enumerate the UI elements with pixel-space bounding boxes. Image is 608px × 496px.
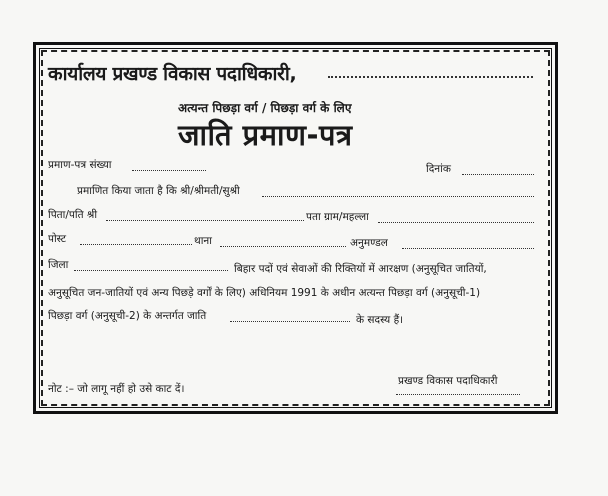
certificate-title: जाति प्रमाण-पत्र [178,118,353,152]
body-line-3-start: पिछड़ा वर्ग (अनुसूची-2) के अन्तर्गत जाति [48,310,207,322]
date-blank [462,174,534,175]
father-husband-blank [106,220,304,221]
father-husband-label: पिता/पति श्री [48,209,98,221]
police-station-blank [220,246,346,247]
office-heading: कार्यालय प्रखण्ड विकास पदाधिकारी, [48,63,297,85]
certify-text: प्रमाणित किया जाता है कि श्री/श्रीमती/सुश्री [77,185,240,197]
signature-blank [396,394,520,395]
body-line-3-end: के सदस्य हैं। [356,314,404,326]
name-blank [262,196,534,197]
district-label: जिला [48,259,69,271]
signature-title: प्रखण्ड विकास पदाधिकारी [398,375,498,387]
note-text: नोट :– जो लागू नहीं हो उसे काट दें। [48,383,185,395]
address-label: पता ग्राम/महल्ला [306,211,369,223]
subtitle: अत्यन्त पिछड़ा वर्ग / पिछड़ा वर्ग के लिए [178,101,352,115]
subdivision-blank [402,248,534,249]
post-label: पोस्ट [48,233,67,245]
address-blank [378,222,534,223]
police-station-label: थाना [194,235,212,247]
subdivision-label: अनुमण्डल [350,237,388,249]
office-blank [328,70,533,78]
certificate-number-label: प्रमाण-पत्र संख्या [48,159,112,171]
body-line-2: अनुसूचित जन-जातियों एवं अन्य पिछड़े वर्गों के लिए) अधिनियम 1991 के अधीन अत्यन्त पिछड़ा वर्ग (अनुसूची-1) [48,287,481,299]
date-label: दिनांक [426,163,451,175]
post-blank [80,244,192,245]
caste-blank [230,321,350,322]
body-line-1: बिहार पदों एवं सेवाओं की रिक्तियों में आरक्षण (अनुसूचित जातियों, [234,263,487,275]
district-blank [74,270,228,271]
certificate-number-blank [132,170,206,171]
